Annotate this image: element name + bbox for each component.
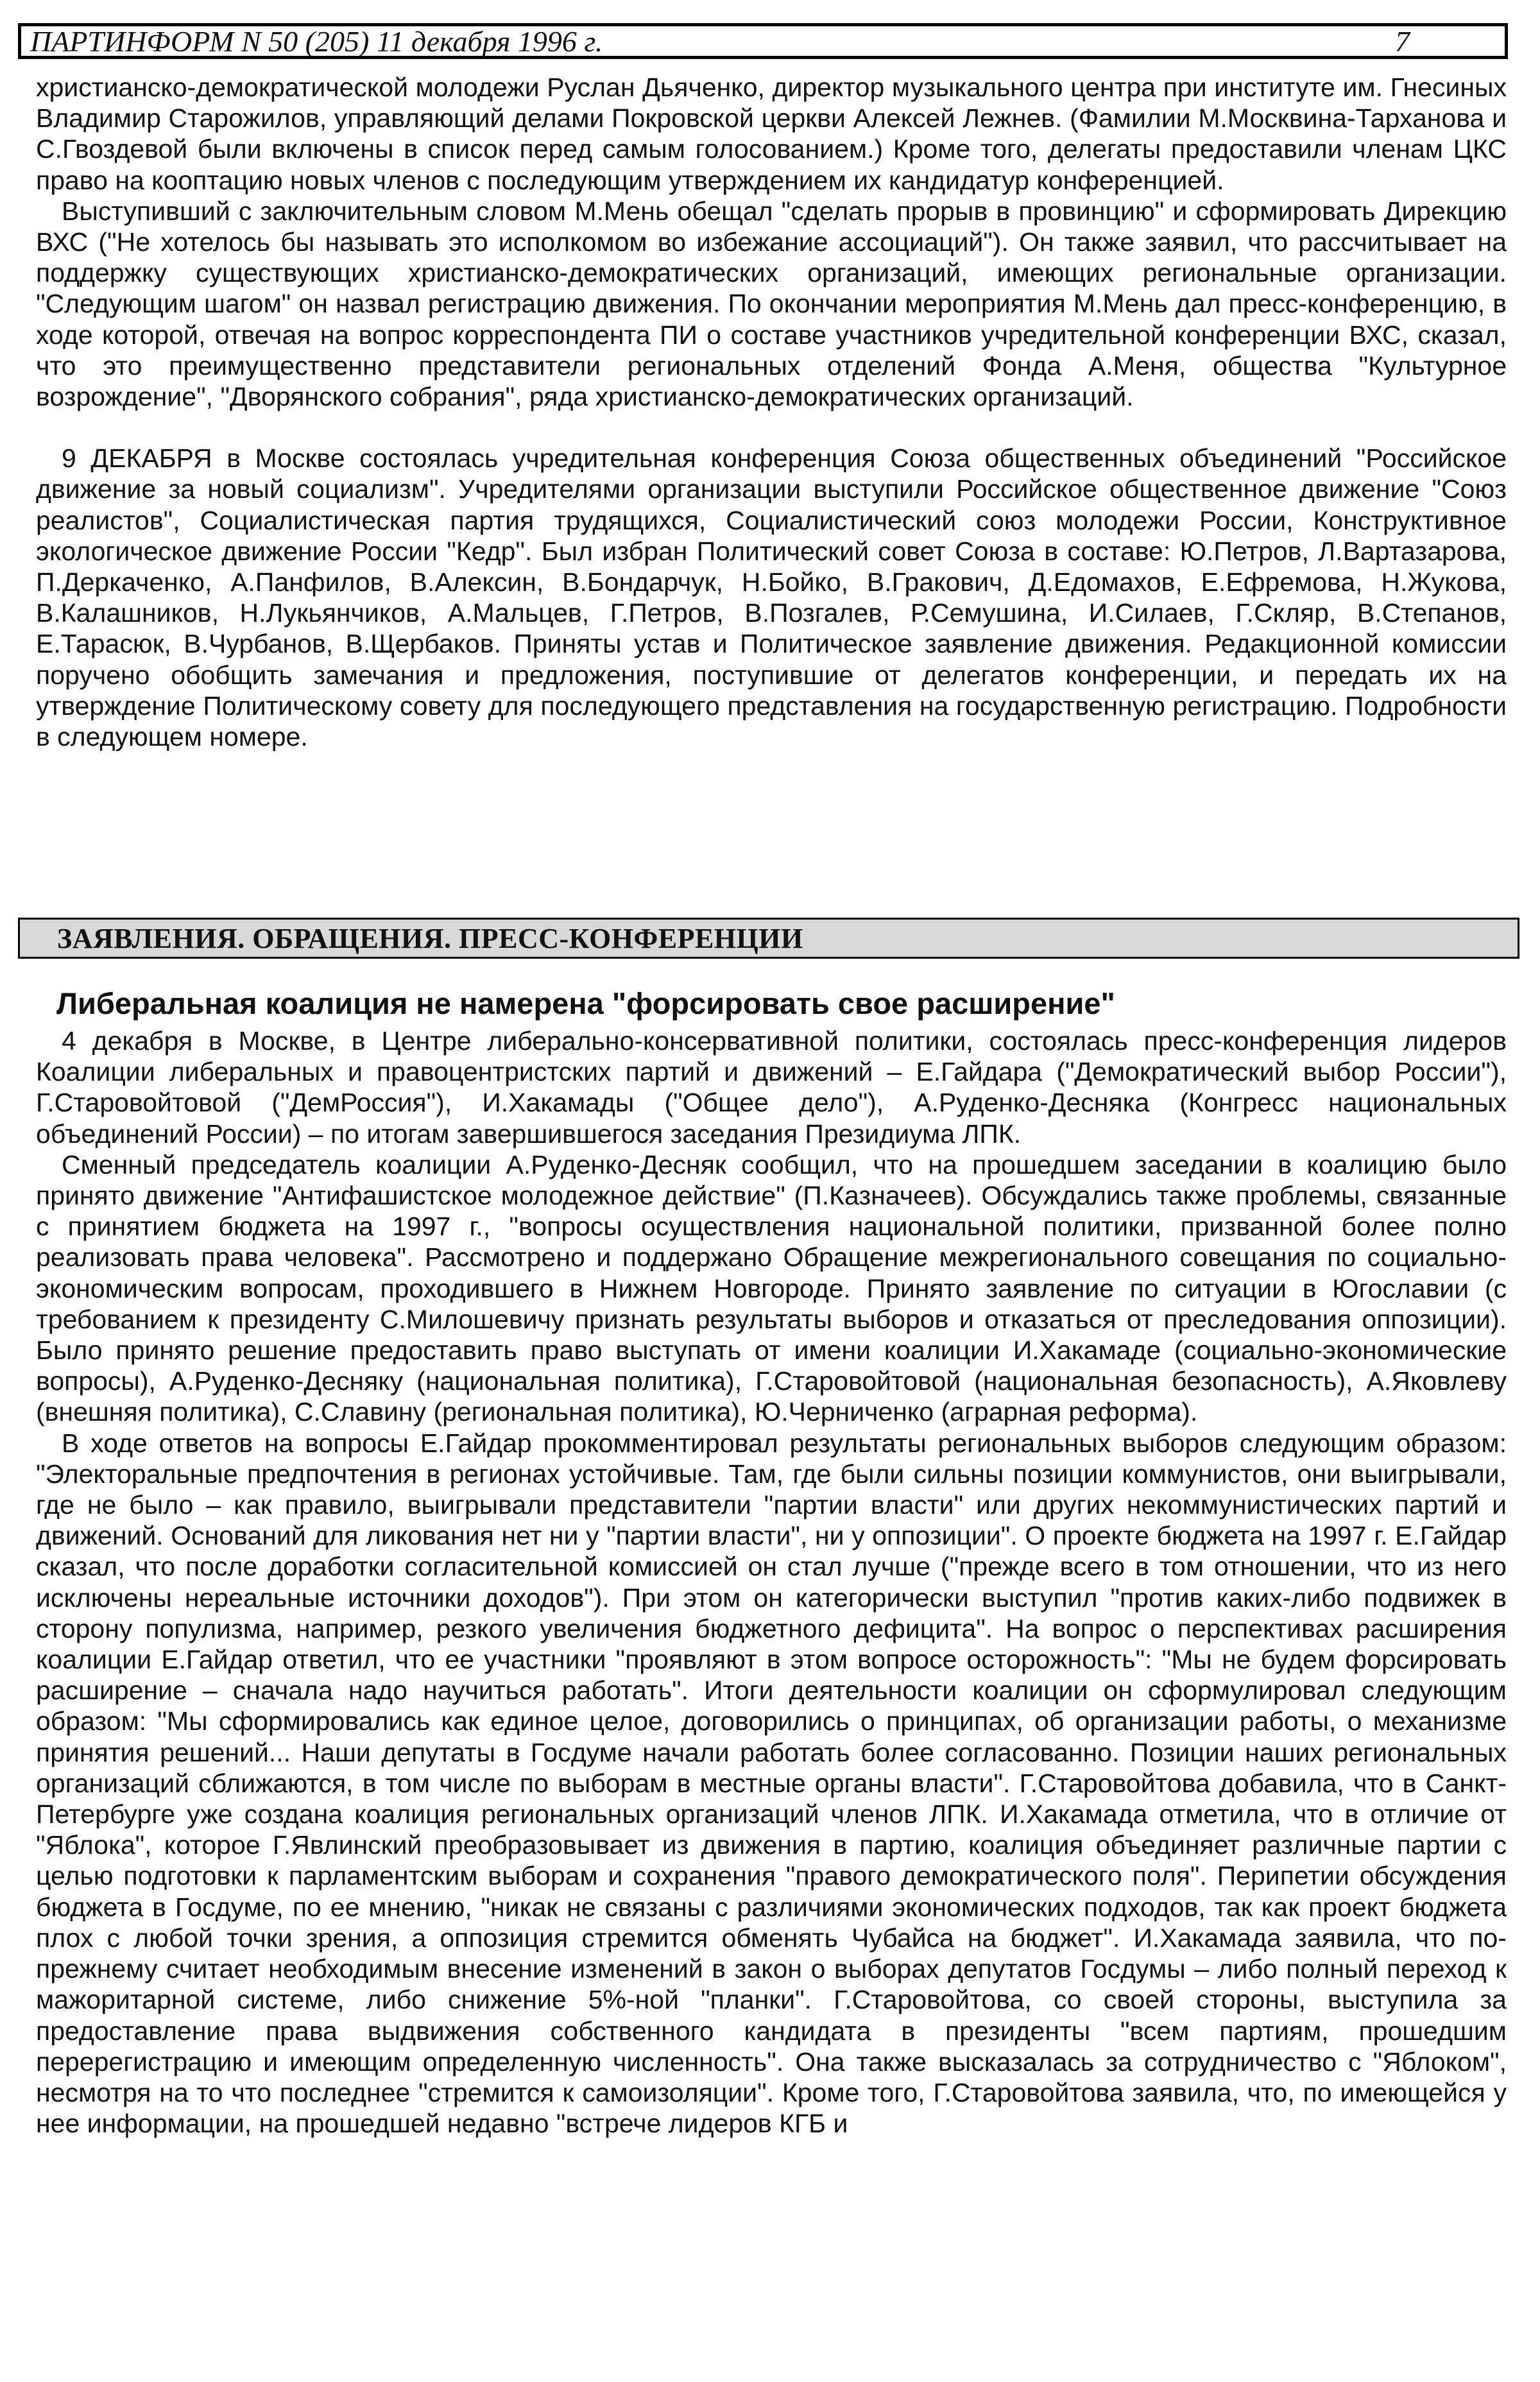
article-body xyxy=(36,1025,1507,2139)
paragraph: Сменный председатель коалиции А.Руденко-Десняк сообщил, что на прошедшем заседании в коалицию было принято движение "Антифашистское молодежное действие" (П.Казначеев). Обсуждались также проблемы, связанные с принятием бюджета на 1997 г., "вопросы осуществления национальной политики, призванной более полно реализовать права человека". Рассмотрено и поддержано Обращение межрегионального совещания по социально-экономическим вопросам, проходившего в Нижнем Новгороде. Принято заявление по ситуации в Югославии (с требованием к президенту С.Милошевичу признать результаты выборов и отказаться от преследования оппозиции). Было принято решение предоставить право выступать от имени коалиции И.Хакамаде (социально-экономические вопросы), А.Руденко-Десняку (национальная политика), Г.Старовойтовой (национальная безопасность), А.Яковлеву (внешняя политика), С.Славину (региональная политика), Ю.Черниченко (аграрная реформа). xyxy=(36,1149,1507,1427)
paragraph: христианско-демократической молодежи Руслан Дьяченко, директор музыкального центра при институте им. Гнесиных Владимир Старожилов, управляющий делами Покровской церкви Алексей Лежнев. (Фамилии М.Москвина-Тарханова и С.Гвоздевой были включены в список перед самым голосованием.) Кроме того, делегаты предоставили членам ЦКС право на кооптацию новых членов с последующим утверждением их кандидатур конференцией. xyxy=(36,73,1507,195)
page-header xyxy=(18,23,1508,59)
publication-title: ПАРТИНФОРМ N 50 (205) 11 декабря 1996 г. xyxy=(30,24,603,58)
page-number: 7 xyxy=(1395,24,1410,58)
article-heading: Либеральная коалиция не намерена "форсировать свое расширение" xyxy=(56,986,1115,1020)
paragraph: 9 ДЕКАБРЯ в Москве состоялась учредительная конференция Союза общественных объединений "Российское движение за новый социализм". Учредителями организации выступили Российское общественное движение "Союз реалистов", Социалистическая партия трудящихся, Социалистический союз молодежи России, Конструктивное экологическое движение России "Кедр". Был избран Политический совет Союза в составе: Ю.Петров, Л.Вартазарова, П.Деркаченко, А.Панфилов, В.Алексин, В.Бондарчук, Н.Бойко, В.Гракович, Д.Едомахов, Е.Ефремова, Н.Жукова, В.Калашников, Н.Лукьянчиков, А.Мальцев, Г.Петров, В.Позгалев, Р.Семушина, И.Силаев, Г.Скляр, В.Степанов, Е.Тарасюк, В.Чурбанов, В.Щербаков. Приняты устав и Политическое заявление движения. Редакционной комиссии поручено обобщить замечания и предложения, поступившие от делегатов конференции, и передать их на утверждение Политическому совету для последующего представления на государственную регистрацию. Подробности в следующем номере. xyxy=(36,443,1507,752)
section-title: ЗАЯВЛЕНИЯ. ОБРАЩЕНИЯ. ПРЕСС-КОНФЕРЕНЦИИ xyxy=(57,922,803,954)
paragraph: 4 декабря в Москве, в Центре либерально-консервативной политики, состоялась пресс-конференция лидеров Коалиции либеральных и правоцентристских партий и движений – Е.Гайдара ("Демократический выбор России"), Г.Старовойтовой ("ДемРоссия"), И.Хакамады ("Общее дело"), А.Руденко-Десняка (Конгресс национальных объединений России) – по итогам завершившегося заседания Президиума ЛПК. xyxy=(36,1026,1507,1149)
section-header xyxy=(18,918,1519,959)
top-article-continuation xyxy=(36,72,1507,752)
paragraph: Выступивший с заключительным словом М.Мень обещал "сделать прорыв в провинцию" и сформировать Дирекцию ВХС ("Не хотелось бы называть это исполкомом во избежание ассоциаций"). Он также заявил, что рассчитывает на поддержку существующих христианско-демократических организаций, имеющих региональные организации. "Следующим шагом" он назвал регистрацию движения. По окончании мероприятия М.Мень дал пресс-конференцию, в ходе которой, отвечая на вопрос корреспондента ПИ о составе участников учредительной конференции ВХС, сказал, что это преимущественно представители региональных отделений Фонда А.Меня, общества "Культурное возрождение", "Дворянского собрания", ряда христианско-демократических организаций. xyxy=(36,196,1507,412)
paragraph: В ходе ответов на вопросы Е.Гайдар прокомментировал результаты региональных выборов следующим образом: "Электоральные предпочтения в регионах устойчивые. Там, где были сильны позиции коммунистов, они выигрывали, где не было – как правило, выигрывали представители "партии власти" или других некоммунистических партий и движений. Оснований для ликования нет ни у "партии власти", ни у оппозиции". О проекте бюджета на 1997 г. Е.Гайдар сказал, что после доработки согласительной комиссией он стал лучше ("прежде всего в том отношении, что из него исключены нереальные источники доходов"). При этом он категорически выступил "против каких-либо подвижек в сторону популизма, например, резкого увеличения бюджетного дефицита". На вопрос о перспективах расширения коалиции Е.Гайдар ответил, что ее участники "проявляют в этом вопросе осторожность": "Мы не будем форсировать расширение – сначала надо научиться работать". Итоги деятельности коалиции он сформулировал следующим образом: "Мы сформировались как единое целое, договорились о принципах, об организации работы, о механизме принятия решений... Наши депутаты в Госдуме начали работать более согласованно. Позиции наших региональных организаций сближаются, в том числе по выборам в местные органы власти". Г.Старовойтова добавила, что в Санкт-Петербурге уже создана коалиция региональных организаций членов ЛПК. И.Хакамада отметила, что в отличие от "Яблока", которое Г.Явлинский преобразовывает из движения в партию, коалиция объединяет различные партии с целью подготовки к парламентским выборам и сохранения "правого демократического поля". Перипетии обсуждения бюджета в Госдуме, по ее мнению, "никак не связаны с различиями экономических подходов, так как проект бюджета плох с любой точки зрения, а оппозиция стремится обменять Чубайса на бюджет". И.Хакамада заявила, что по-прежнему считает необходимым внесение изменений в закон о выборах депутатов Госдумы – либо полный переход к мажоритарной системе, либо снижение 5%-ной "планки". Г.Старовойтова, со своей стороны, выступила за предоставление права выдвижения собственного кандидата в президенты "всем партиям, прошедшим перерегистрацию и имеющим определенную численность". Она также высказалась за сотрудничество с "Яблоком", несмотря на то что последнее "стремится к самоизоляции". Кроме того, Г.Старовойтова заявила, что, по имеющейся у нее информации, на прошедшей недавно "встрече лидеров КГБ и xyxy=(36,1428,1507,2139)
